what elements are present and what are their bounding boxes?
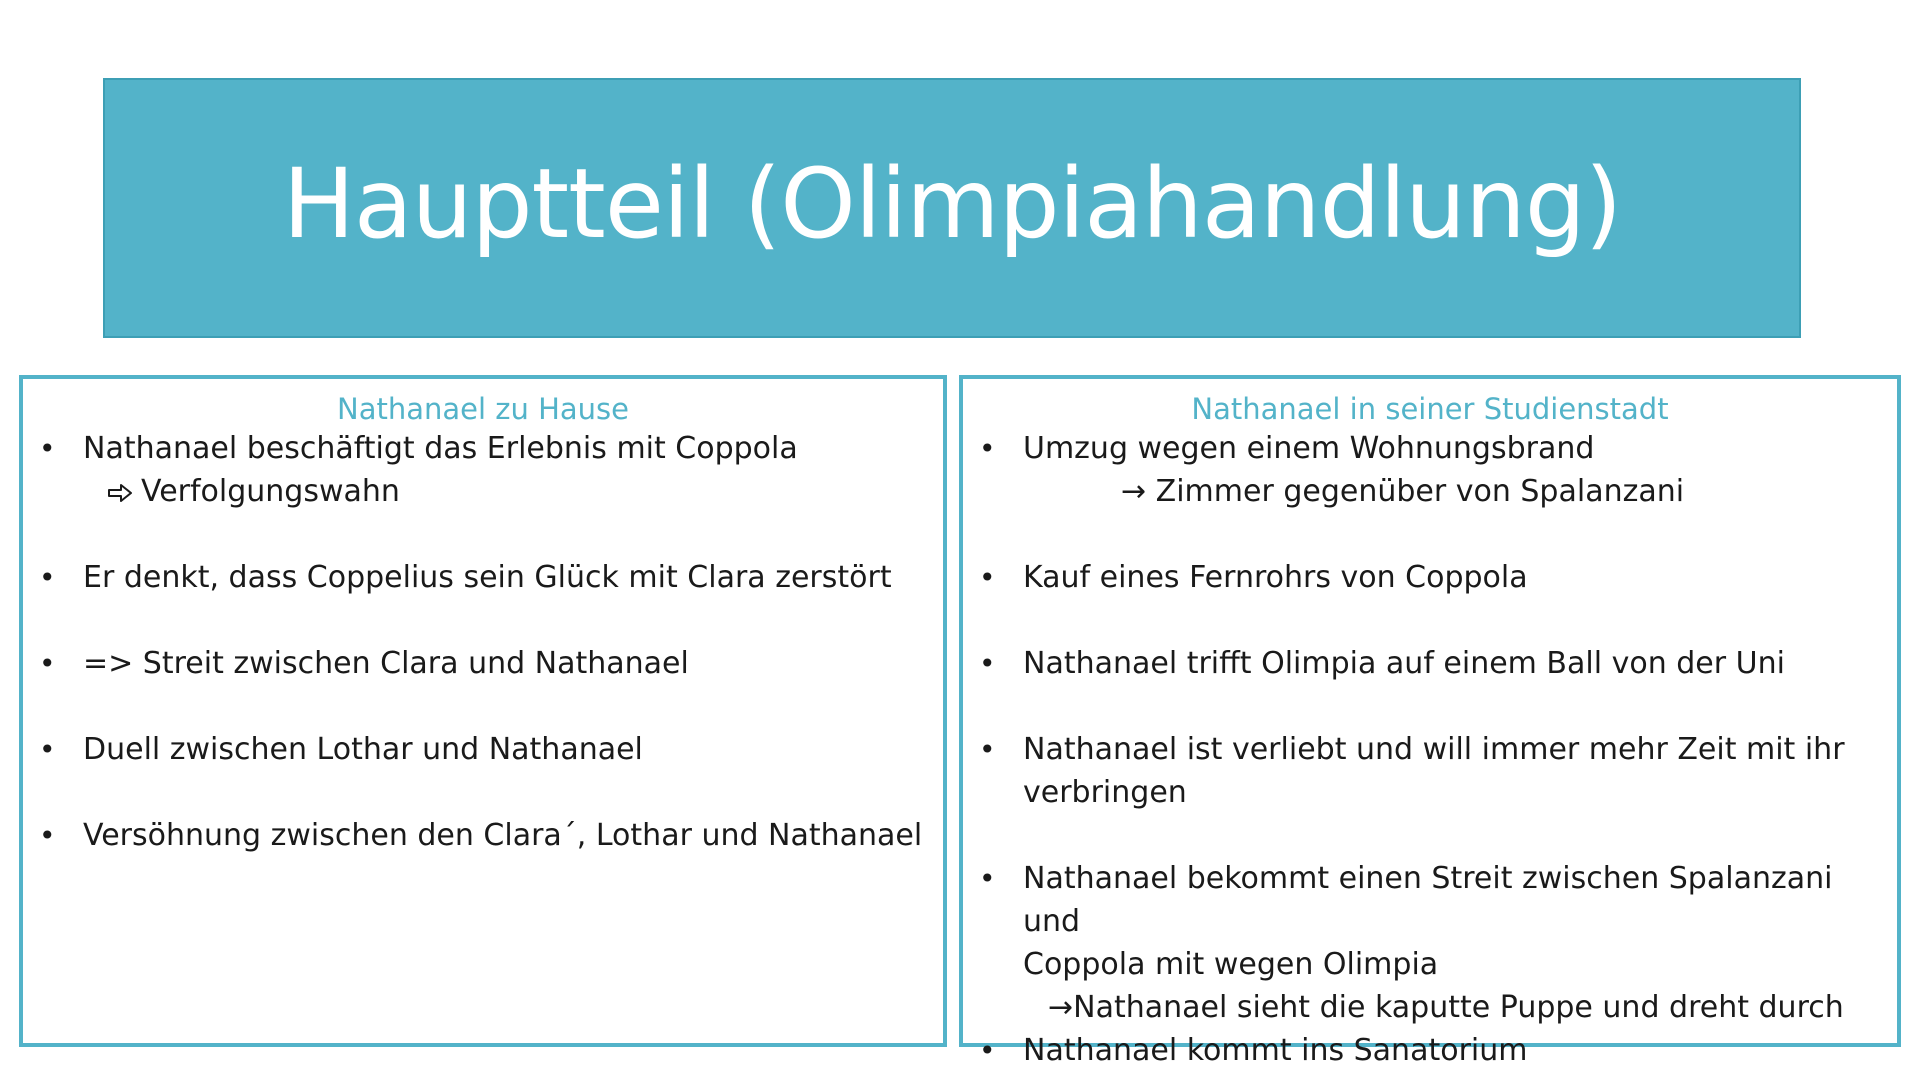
list-item: • Nathanael trifft Olimpia auf einem Ball von der Uni	[963, 642, 1897, 685]
list-item: • Duell zwischen Lothar und Nathanael	[23, 728, 943, 771]
list-item: • => Streit zwischen Clara und Nathanael	[23, 642, 943, 685]
sub-point: Verfolgungswahn	[83, 470, 943, 513]
list-item: • Er denkt, dass Coppelius sein Glück mit Clara zerstört	[23, 556, 943, 599]
list-item: • Umzug wegen einem Wohnungsbrand → Zimmer gegenüber von Spalanzani	[963, 427, 1897, 513]
bullet-dot-icon: •	[979, 862, 996, 895]
slide-title: Hauptteil (Olimpiahandlung)	[282, 148, 1622, 260]
right-bullet-list	[963, 427, 1897, 1072]
list-item: • Nathanael bekommt einen Streit zwischen Spalanzani und Coppola mit wegen Olimpia →Nathanael sieht die kaputte Puppe und dreht durch	[963, 857, 1897, 1029]
right-panel-heading: Nathanael in seiner Studienstadt	[1191, 392, 1669, 426]
list-item: • Kauf eines Fernrohrs von Coppola	[963, 556, 1897, 599]
bullet-dot-icon: •	[979, 647, 996, 680]
list-item: • Versöhnung zwischen den Clara´, Lothar und Nathanael	[23, 814, 943, 857]
bullet-dot-icon: •	[39, 432, 56, 465]
bullet-dot-icon: •	[979, 733, 996, 766]
bullet-dot-icon: •	[39, 561, 56, 594]
bullet-dot-icon: •	[979, 432, 996, 465]
list-item: • Nathanael beschäftigt das Erlebnis mit Coppola Verfolgungswahn	[23, 427, 943, 513]
list-item: • Nathanael ist verliebt und will immer mehr Zeit mit ihr verbringen	[963, 728, 1897, 814]
title-banner	[103, 78, 1801, 338]
right-panel	[959, 375, 1901, 1068]
sub-point: → Zimmer gegenüber von Spalanzani	[1121, 474, 1685, 509]
bullet-dot-icon: •	[39, 819, 56, 852]
bullet-dot-icon: •	[39, 647, 56, 680]
left-bullet-list	[23, 427, 943, 857]
bullet-dot-icon: •	[39, 733, 56, 766]
bullet-dot-icon: •	[979, 1034, 996, 1067]
outline-arrow-icon	[107, 483, 133, 503]
left-panel-heading: Nathanael zu Hause	[337, 392, 629, 426]
left-panel	[19, 375, 947, 1047]
list-item: • Nathanael kommt ins Sanatorium	[963, 1029, 1897, 1072]
sub-point: →Nathanael sieht die kaputte Puppe und dreht durch	[1048, 990, 1844, 1025]
bullet-dot-icon: •	[979, 561, 996, 594]
